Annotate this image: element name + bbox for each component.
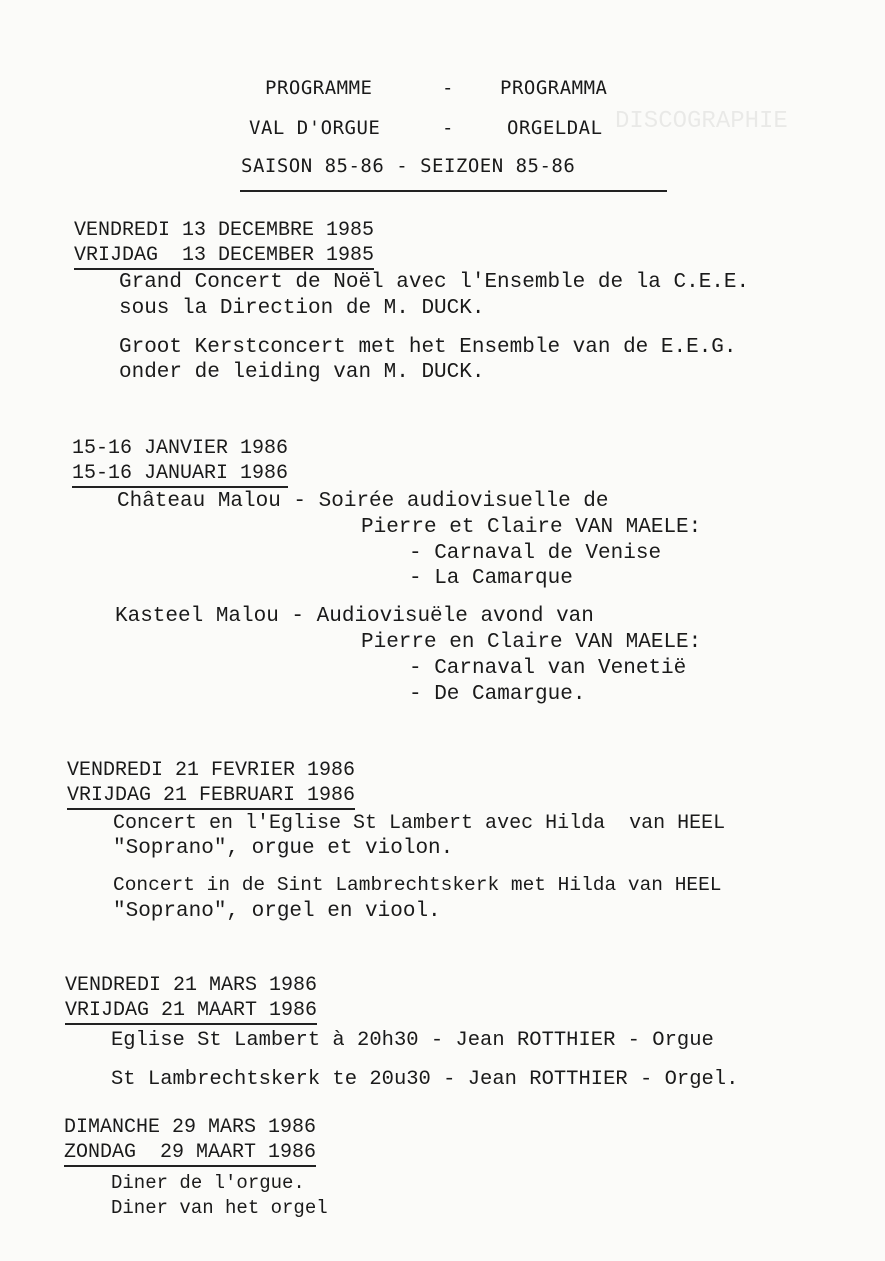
- event-4-date-fr: VENDREDI 21 MARS 1986: [65, 974, 318, 997]
- event-1-date-nl: VRIJDAG 13 DECEMBER 1985: [74, 244, 374, 270]
- header-programme-nl: PROGRAMMA: [500, 77, 608, 99]
- event-5-date-nl: ZONDAG 29 MAART 1986: [64, 1141, 316, 1167]
- event-2-line-4: - La Camarque: [409, 567, 573, 590]
- event-3-line-3: Concert in de Sint Lambrechtskerk met Hilda van HEEL: [113, 874, 722, 896]
- event-2-line-7: - Carnaval van Venetië: [409, 657, 687, 680]
- event-5-line-2: Diner van het orgel: [111, 1197, 328, 1219]
- event-1-date-fr: VENDREDI 13 DECEMBRE 1985: [74, 219, 375, 242]
- event-4-line-2: St Lambrechtskerk te 20u30 - Jean ROTTHIER - Orgel.: [111, 1068, 739, 1091]
- event-2-line-5: Kasteel Malou - Audiovisuële avond van: [115, 605, 594, 628]
- header-programme-fr: PROGRAMME: [265, 77, 373, 99]
- bleed-through-text: DISCOGRAPHIE: [615, 108, 788, 135]
- header-sep-1: -: [442, 77, 454, 99]
- event-2-line-3: - Carnaval de Venise: [409, 542, 662, 565]
- event-2-date-nl: 15-16 JANUARI 1986: [72, 462, 288, 488]
- event-1-line-1: Grand Concert de Noël avec l'Ensemble de la C.E.E.: [119, 271, 750, 294]
- event-2-date-fr: 15-16 JANVIER 1986: [72, 437, 289, 460]
- event-4-line-1: Eglise St Lambert à 20h30 - Jean ROTTHIER - Orgue: [111, 1029, 714, 1052]
- header-season: SAISON 85-86 - SEIZOEN 85-86: [241, 155, 576, 177]
- event-3-line-2: "Soprano", orgue et violon.: [113, 837, 454, 860]
- event-3-date-nl: VRIJDAG 21 FEBRUARI 1986: [67, 784, 355, 810]
- header-divider: [240, 190, 667, 192]
- event-5-line-1: Diner de l'orgue.: [111, 1172, 305, 1194]
- event-2-line-1: Château Malou - Soirée audiovisuelle de: [117, 490, 609, 513]
- event-3-line-4: "Soprano", orgel en viool.: [113, 900, 441, 923]
- header-sep-2: -: [442, 117, 454, 139]
- event-4-date-nl: VRIJDAG 21 MAART 1986: [65, 999, 317, 1025]
- event-1-line-4: onder de leiding van M. DUCK.: [119, 361, 485, 384]
- event-3-line-1: Concert en l'Eglise St Lambert avec Hilda van HEEL: [113, 812, 726, 835]
- header-val-dorgue: VAL D'ORGUE: [249, 117, 381, 139]
- event-1-line-2: sous la Direction de M. DUCK.: [119, 297, 485, 320]
- event-2-line-2: Pierre et Claire VAN MAELE:: [361, 516, 702, 539]
- header-orgeldal: ORGELDAL: [507, 117, 603, 139]
- event-2-line-6: Pierre en Claire VAN MAELE:: [361, 631, 702, 654]
- event-3-date-fr: VENDREDI 21 FEVRIER 1986: [67, 759, 356, 782]
- event-2-line-8: - De Camargue.: [409, 683, 586, 706]
- event-1-line-3: Groot Kerstconcert met het Ensemble van de E.E.G.: [119, 336, 737, 359]
- event-5-date-fr: DIMANCHE 29 MARS 1986: [64, 1116, 317, 1139]
